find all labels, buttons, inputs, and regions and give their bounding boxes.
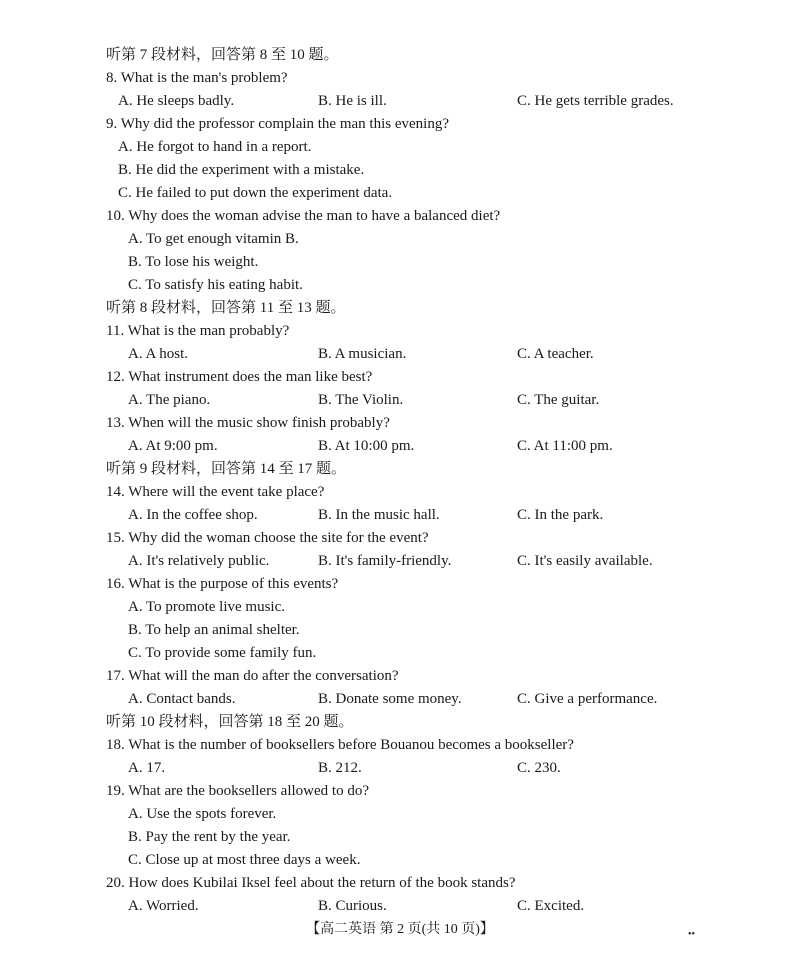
option-13a: A. At 9:00 pm. — [128, 438, 218, 454]
option-18c: C. 230. — [517, 760, 561, 776]
option-16c: C. To provide some family fun. — [128, 645, 317, 661]
option-14c: C. In the park. — [517, 507, 604, 523]
option-10a: A. To get enough vitamin B. — [128, 231, 299, 247]
question-8: 8. What is the man's problem? — [106, 70, 288, 86]
option-11a: A. A host. — [128, 346, 189, 362]
question-17: 17. What will the man do after the conversation? — [106, 668, 399, 684]
question-14: 14. Where will the event take place? — [106, 484, 325, 500]
option-18b: B. 212. — [318, 760, 362, 776]
option-17a: A. Contact bands. — [128, 691, 236, 707]
option-12a: A. The piano. — [128, 392, 211, 408]
option-10b: B. To lose his weight. — [128, 254, 259, 270]
option-9a: A. He forgot to hand in a report. — [118, 139, 312, 155]
option-16b: B. To help an animal shelter. — [128, 622, 300, 638]
option-19b: B. Pay the rent by the year. — [128, 829, 291, 845]
question-12: 12. What instrument does the man like best? — [106, 369, 373, 385]
option-19c: C. Close up at most three days a week. — [128, 852, 361, 868]
question-15: 15. Why did the woman choose the site for the event? — [106, 530, 429, 546]
section-heading: 听第 8 段材料，回答第 11 至 13 题。 — [106, 300, 346, 316]
question-9: 9. Why did the professor complain the man this evening? — [106, 116, 449, 132]
section-heading: 听第 9 段材料，回答第 14 至 17 题。 — [106, 461, 347, 477]
corner-mark: •• — [688, 929, 696, 940]
option-13c: C. At 11:00 pm. — [517, 438, 613, 454]
question-18: 18. What is the number of booksellers before Bouanou becomes a bookseller? — [106, 737, 574, 753]
option-14b: B. In the music hall. — [318, 507, 440, 523]
option-15c: C. It's easily available. — [517, 553, 653, 569]
question-10: 10. Why does the woman advise the man to have a balanced diet? — [106, 208, 501, 224]
page-footer: 【高二英语 第 2 页(共 10 页)】 — [306, 922, 494, 937]
option-18a: A. 17. — [128, 760, 166, 776]
option-8c: C. He gets terrible grades. — [517, 93, 674, 109]
option-15b: B. It's family-friendly. — [318, 553, 452, 569]
option-13b: B. At 10:00 pm. — [318, 438, 415, 454]
option-15a: A. It's relatively public. — [128, 553, 270, 569]
question-16: 16. What is the purpose of this events? — [106, 576, 339, 592]
option-10c: C. To satisfy his eating habit. — [128, 277, 303, 293]
option-8b: B. He is ill. — [318, 93, 387, 109]
option-9b: B. He did the experiment with a mistake. — [118, 162, 365, 178]
option-17c: C. Give a performance. — [517, 691, 658, 707]
question-20: 20. How does Kubilai Iksel feel about the return of the book stands? — [106, 875, 516, 891]
option-17b: B. Donate some money. — [318, 691, 462, 707]
option-9c: C. He failed to put down the experiment data. — [118, 185, 393, 201]
option-20a: A. Worried. — [128, 898, 199, 914]
question-11: 11. What is the man probably? — [106, 323, 290, 339]
question-19: 19. What are the booksellers allowed to do? — [106, 783, 369, 799]
option-16a: A. To promote live music. — [128, 599, 285, 615]
section-heading: 听第 10 段材料，回答第 18 至 20 题。 — [106, 714, 354, 730]
option-14a: A. In the coffee shop. — [128, 507, 258, 523]
option-20b: B. Curious. — [318, 898, 387, 914]
question-13: 13. When will the music show finish probably? — [106, 415, 390, 431]
option-12c: C. The guitar. — [517, 392, 600, 408]
option-11b: B. A musician. — [318, 346, 407, 362]
option-11c: C. A teacher. — [517, 346, 594, 362]
option-12b: B. The Violin. — [318, 392, 404, 408]
option-8a: A. He sleeps badly. — [118, 93, 235, 109]
section-heading: 听第 7 段材料，回答第 8 至 10 题。 — [106, 47, 339, 63]
option-20c: C. Excited. — [517, 898, 585, 914]
option-19a: A. Use the spots forever. — [128, 806, 277, 822]
